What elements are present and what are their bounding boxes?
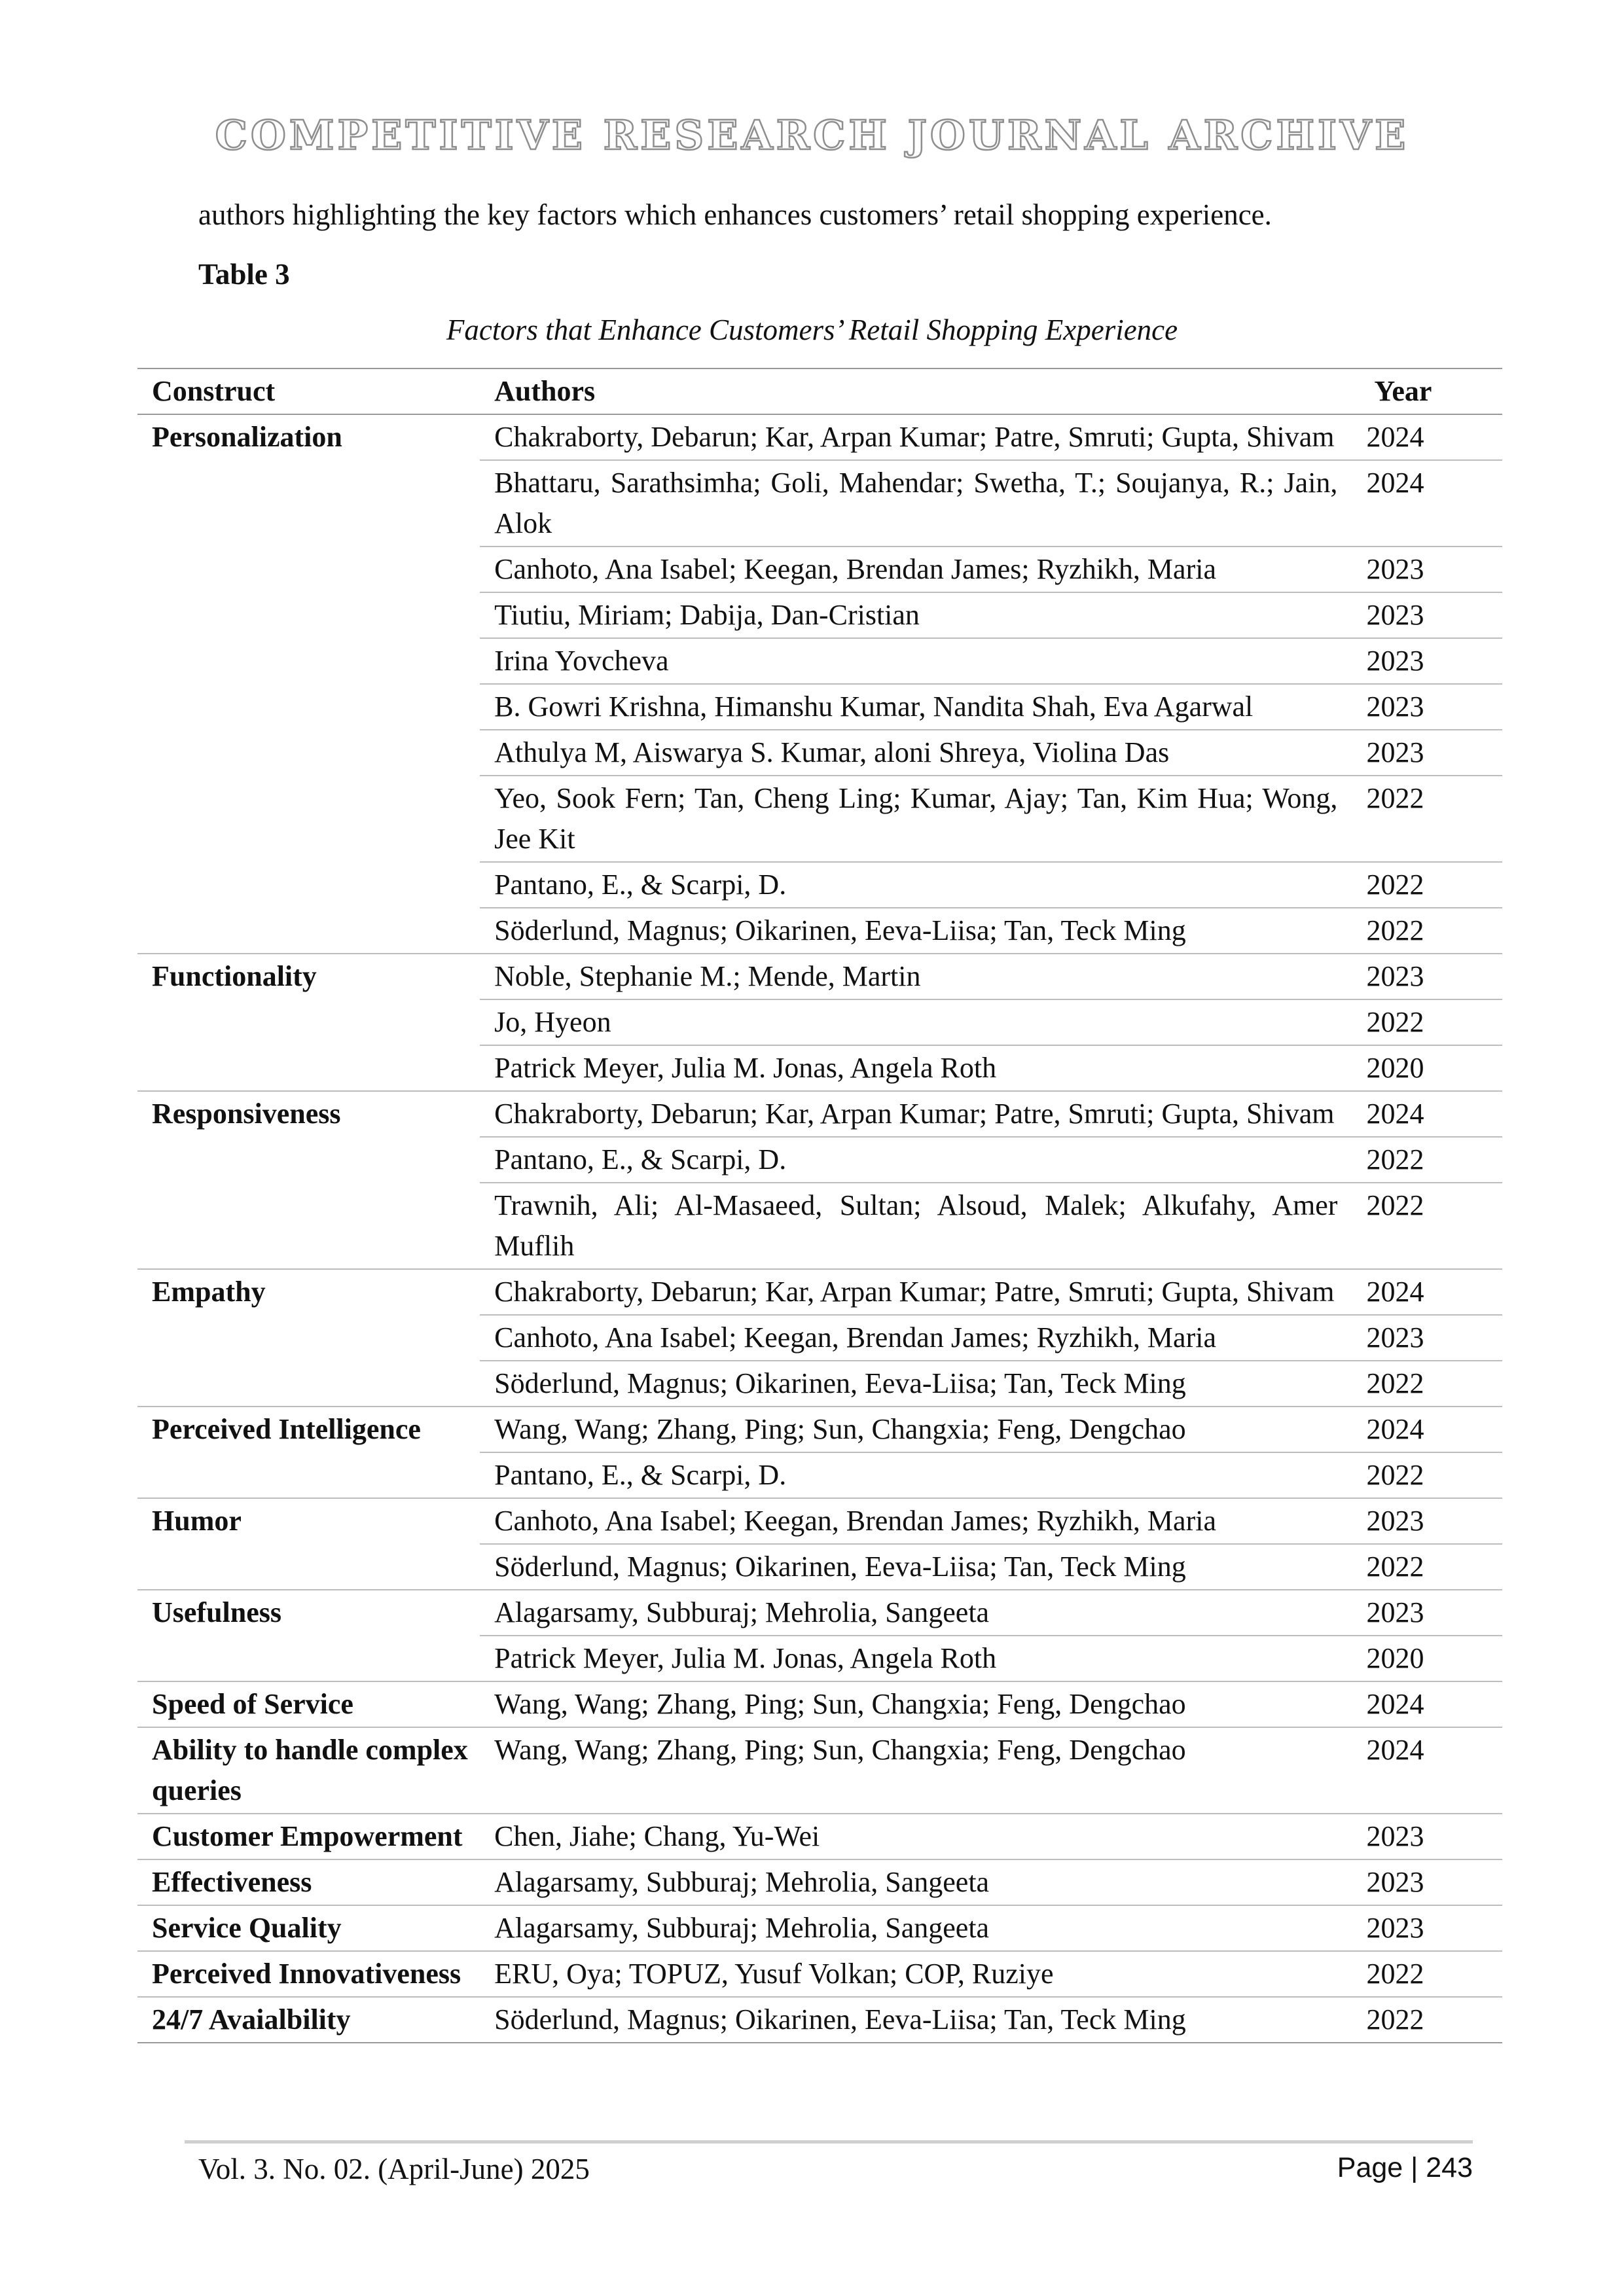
table-row	[137, 1727, 1502, 1814]
authors-cell: Söderlund, Magnus; Oikarinen, Eeva-Liisa; Tan, Teck Ming	[480, 908, 1360, 954]
year-cell: 2023	[1360, 592, 1502, 638]
year-cell: 2024	[1360, 1727, 1502, 1814]
journal-header-title: COMPETITIVE RESEARCH JOURNAL ARCHIVE	[215, 111, 1409, 159]
column-header-year: Year	[1360, 368, 1502, 414]
construct-cell: Perceived Intelligence	[137, 1407, 480, 1498]
table-row	[137, 1091, 1502, 1137]
year-cell: 2022	[1360, 1183, 1502, 1269]
construct-cell: Service Quality	[137, 1905, 480, 1951]
year-cell: 2023	[1360, 1814, 1502, 1859]
authors-cell: Alagarsamy, Subburaj; Mehrolia, Sangeeta	[480, 1590, 1360, 1636]
authors-cell: Yeo, Sook Fern; Tan, Cheng Ling; Kumar, Ajay; Tan, Kim Hua; Wong, Jee Kit	[480, 776, 1360, 862]
table-row	[137, 1407, 1502, 1452]
year-cell: 2020	[1360, 1636, 1502, 1681]
year-cell: 2020	[1360, 1045, 1502, 1091]
year-cell: 2023	[1360, 1315, 1502, 1361]
authors-cell: Chen, Jiahe; Chang, Yu-Wei	[480, 1814, 1360, 1859]
year-cell: 2024	[1360, 460, 1502, 547]
construct-cell: Personalization	[152, 421, 342, 453]
construct-cell: Perceived Innovativeness	[137, 1951, 480, 1997]
table-body	[137, 414, 1502, 2043]
year-cell: 2022	[1360, 999, 1502, 1045]
construct-cell: Speed of Service	[137, 1681, 480, 1727]
year-cell: 2022	[1360, 1452, 1502, 1498]
year-cell: 2023	[1360, 684, 1502, 730]
authors-cell: Noble, Stephanie M.; Mende, Martin	[480, 954, 1360, 999]
construct-cell: Usefulness	[137, 1590, 480, 1681]
table-header-row	[137, 368, 1502, 414]
construct-cell: Empathy	[137, 1269, 480, 1407]
authors-cell: Pantano, E., & Scarpi, D.	[480, 862, 1360, 908]
year-cell: 2022	[1360, 862, 1502, 908]
authors-cell: Wang, Wang; Zhang, Ping; Sun, Changxia; Feng, Dengchao	[480, 1681, 1360, 1727]
intro-paragraph: authors highlighting the key factors which enhances customers’ retail shopping experience.	[198, 198, 1272, 231]
table-label: Table 3	[198, 258, 290, 291]
table-row	[137, 1814, 1502, 1859]
authors-cell: ERU, Oya; TOPUZ, Yusuf Volkan; COP, Ruziye	[480, 1951, 1360, 1997]
authors-cell: Patrick Meyer, Julia M. Jonas, Angela Roth	[480, 1636, 1360, 1681]
footer-volume: Vol. 3. No. 02. (April-June) 2025	[198, 2153, 590, 2185]
authors-cell: Pantano, E., & Scarpi, D.	[480, 1137, 1360, 1183]
year-cell: 2023	[1360, 638, 1502, 684]
construct-cell: Responsiveness	[137, 1091, 480, 1269]
authors-cell: Jo, Hyeon	[480, 999, 1360, 1045]
table-row	[137, 1269, 1502, 1315]
authors-cell: Söderlund, Magnus; Oikarinen, Eeva-Liisa; Tan, Teck Ming	[480, 1544, 1360, 1590]
year-cell: 2022	[1360, 1361, 1502, 1407]
construct-cell: Ability to handle complex queries	[137, 1727, 480, 1814]
authors-cell: Trawnih, Ali; Al-Masaeed, Sultan; Alsoud, Malek; Alkufahy, Amer Muflih	[480, 1183, 1360, 1269]
year-cell: 2024	[1360, 1091, 1502, 1137]
year-cell: 2023	[1360, 730, 1502, 776]
year-cell: 2024	[1360, 1681, 1502, 1727]
year-cell: 2022	[1360, 1544, 1502, 1590]
table-row	[137, 1498, 1502, 1544]
authors-cell: Wang, Wang; Zhang, Ping; Sun, Changxia; Feng, Dengchao	[480, 1727, 1360, 1814]
table-caption: Factors that Enhance Customers’ Retail Shopping Experience	[446, 314, 1178, 346]
table-row	[137, 1681, 1502, 1727]
year-cell: 2023	[1360, 954, 1502, 999]
authors-cell: Alagarsamy, Subburaj; Mehrolia, Sangeeta	[480, 1859, 1360, 1905]
authors-cell: Canhoto, Ana Isabel; Keegan, Brendan James; Ryzhikh, Maria	[480, 1498, 1360, 1544]
column-header-construct: Construct	[137, 368, 480, 414]
year-cell: 2023	[1360, 1498, 1502, 1544]
year-cell: 2022	[1360, 1951, 1502, 1997]
construct-cell: Effectiveness	[137, 1859, 480, 1905]
authors-cell: Bhattaru, Sarathsimha; Goli, Mahendar; Swetha, T.; Soujanya, R.; Jain, Alok	[480, 460, 1360, 547]
authors-cell: Pantano, E., & Scarpi, D.	[480, 1452, 1360, 1498]
construct-cell: Customer Empowerment	[137, 1814, 480, 1859]
year-cell: 2023	[1360, 1859, 1502, 1905]
footer-page-number: Page | 243	[1337, 2152, 1473, 2183]
table-row	[137, 1997, 1502, 2043]
authors-cell: Canhoto, Ana Isabel; Keegan, Brendan James; Ryzhikh, Maria	[480, 547, 1360, 592]
table-row	[137, 954, 1502, 999]
year-cell: 2022	[1360, 908, 1502, 954]
authors-cell: Athulya M, Aiswarya S. Kumar, aloni Shreya, Violina Das	[480, 730, 1360, 776]
table-row	[137, 1905, 1502, 1951]
authors-cell: Chakraborty, Debarun; Kar, Arpan Kumar; Patre, Smruti; Gupta, Shivam	[480, 1269, 1360, 1315]
authors-cell: Alagarsamy, Subburaj; Mehrolia, Sangeeta	[480, 1905, 1360, 1951]
authors-cell: Tiutiu, Miriam; Dabija, Dan-Cristian	[480, 592, 1360, 638]
construct-cell: Functionality	[137, 954, 480, 1091]
authors-cell: Patrick Meyer, Julia M. Jonas, Angela Roth	[480, 1045, 1360, 1091]
authors-cell: Söderlund, Magnus; Oikarinen, Eeva-Liisa; Tan, Teck Ming	[480, 1997, 1360, 2043]
year-cell: 2023	[1360, 1590, 1502, 1636]
table-row	[137, 414, 1502, 460]
year-cell: 2024	[1360, 1407, 1502, 1452]
construct-cell: Humor	[137, 1498, 480, 1590]
column-header-authors: Authors	[480, 368, 1360, 414]
year-cell: 2023	[1360, 547, 1502, 592]
table-row	[137, 1951, 1502, 1997]
authors-cell: Wang, Wang; Zhang, Ping; Sun, Changxia; Feng, Dengchao	[480, 1407, 1360, 1452]
year-cell: 2022	[1360, 1137, 1502, 1183]
year-cell: 2024	[1360, 1269, 1502, 1315]
authors-cell: Irina Yovcheva	[480, 638, 1360, 684]
authors-cell: B. Gowri Krishna, Himanshu Kumar, Nandita Shah, Eva Agarwal	[480, 684, 1360, 730]
factors-table	[137, 368, 1502, 2043]
authors-cell: Chakraborty, Debarun; Kar, Arpan Kumar; Patre, Smruti; Gupta, Shivam	[480, 1091, 1360, 1137]
year-cell: 2022	[1360, 776, 1502, 862]
authors-cell: Chakraborty, Debarun; Kar, Arpan Kumar; Patre, Smruti; Gupta, Shivam	[480, 414, 1360, 460]
construct-cell: 24/7 Avaialbility	[137, 1997, 480, 2043]
table-row	[137, 1859, 1502, 1905]
year-cell: 2024	[1360, 414, 1502, 460]
table-row	[137, 1590, 1502, 1636]
authors-cell: Canhoto, Ana Isabel; Keegan, Brendan James; Ryzhikh, Maria	[480, 1315, 1360, 1361]
authors-cell: Söderlund, Magnus; Oikarinen, Eeva-Liisa; Tan, Teck Ming	[480, 1361, 1360, 1407]
year-cell: 2023	[1360, 1905, 1502, 1951]
year-cell: 2022	[1360, 1997, 1502, 2043]
footer-divider	[185, 2140, 1473, 2144]
